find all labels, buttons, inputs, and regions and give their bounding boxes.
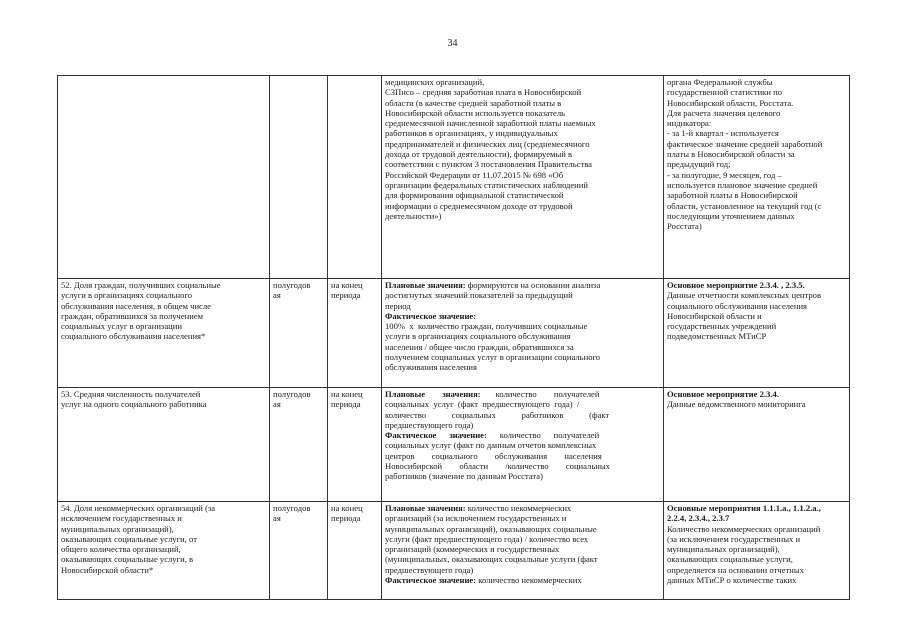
source-line: Новосибирской области и — [667, 310, 762, 321]
method-line: Новосибирской области используется показатель — [385, 107, 566, 118]
method-line: работников в организациях, у индивидуальных — [385, 128, 558, 139]
fact-text: населения / общее число граждан, обратившихся за — [385, 341, 574, 352]
fact-text: количество некоммерческих — [476, 575, 582, 586]
indicator-name-cell — [58, 502, 270, 600]
method-line: деятельности») — [385, 210, 442, 221]
source-line: (за исключением государственных и — [667, 533, 801, 544]
plan-label: Плановые значения: — [385, 389, 481, 399]
source-line: Новосибирской области, Росстата. — [667, 97, 794, 108]
indicator-name-line: 52. Доля граждан, получивших социальные — [61, 280, 221, 290]
source-text — [667, 389, 846, 410]
indicator-name-line: услуг на одного социального работника — [61, 399, 207, 410]
fact-text: услуги в организациях социального обслуживания — [385, 331, 571, 342]
plan-text: формируются на основании анализа — [465, 280, 601, 290]
plan-text: период — [385, 300, 411, 311]
periodicity-line: полугодов — [273, 280, 311, 290]
method-line: СЗПнсо – средняя заработная плата в Новосибирской — [385, 87, 582, 98]
indicator-name-line: 53. Средняя численность получателей — [61, 389, 201, 399]
activity-label: 2.2.4, 2.3.4., 2.3.7 — [667, 513, 730, 524]
page-number: 34 — [447, 38, 458, 49]
plan-text: организаций (коммерческих и государственных — [385, 544, 560, 555]
plan-text: (муниципальных, оказывающих социальные услуги (факт — [385, 554, 598, 565]
timing — [331, 389, 378, 410]
indicator-name — [61, 503, 266, 575]
timing-line: периода — [331, 399, 361, 410]
source-line: индикатора: — [667, 118, 712, 129]
method-text — [385, 503, 660, 585]
fact-text: работников (значение по данным Росстата) — [385, 471, 543, 482]
plan-text: количество социальных работников (факт — [385, 409, 610, 420]
method-text — [385, 280, 660, 373]
indicator-name-line: обслуживания населения, в общем числе — [61, 300, 211, 311]
source-line: Количество некоммерческих организаций — [667, 523, 821, 534]
method-line: для формирования официальной статистической — [385, 190, 564, 201]
periodicity-cell — [270, 388, 328, 502]
indicator-name-line: социального обслуживания населения* — [61, 331, 206, 342]
source-line: Росстата) — [667, 221, 702, 232]
indicator-name — [61, 280, 266, 342]
method-line: информации о среднемесячном доходе от трудовой — [385, 200, 573, 211]
source-line: государственной статистики по — [667, 87, 783, 98]
periodicity-line: ая — [273, 513, 281, 524]
indicator-name-cell — [58, 279, 270, 388]
timing-cell — [328, 279, 382, 388]
indicator-table — [57, 75, 850, 600]
plan-label: Плановые значения: — [385, 280, 466, 290]
timing-cell — [328, 502, 382, 600]
data-source-cell — [664, 76, 850, 279]
source-line: данных МТиСР о количестве таких — [667, 575, 797, 586]
data-source-cell — [664, 279, 850, 388]
source-line: заработной платы в Новосибирской — [667, 190, 798, 201]
activity-label: Основное мероприятие 2.3.4. , 2.3.5. — [667, 280, 805, 290]
indicator-name-line: исключением государственных и — [61, 513, 182, 524]
fact-text: 100% х количество граждан, получивших социальные — [385, 321, 588, 332]
plan-text: количество некоммерческих — [465, 503, 572, 513]
fact-label: Фактическое значение: — [385, 575, 477, 586]
source-line: фактическое значение средней заработной — [667, 138, 823, 149]
method-line: организации федеральных статистических наблюдений — [385, 179, 588, 190]
indicator-name-cell — [58, 388, 270, 502]
indicator-name-line: граждан, обратившихся за получением — [61, 310, 204, 321]
source-line: используется плановое значение средней — [667, 179, 818, 190]
timing-cell — [328, 76, 382, 279]
indicator-name — [61, 389, 266, 410]
method-line: области (в качестве средней заработной платы в — [385, 97, 562, 108]
method-line: Российской Федерации от 11.07.2015 № 698 «Об — [385, 169, 564, 180]
table-row — [58, 388, 850, 502]
source-line: платы в Новосибирской области за — [667, 149, 795, 160]
indicator-name-line: услуги в организациях социального — [61, 290, 193, 301]
periodicity — [273, 389, 324, 410]
periodicity-line: полугодов — [273, 503, 311, 513]
timing-line: на конец — [331, 389, 363, 399]
table-row — [58, 76, 850, 279]
periodicity-line: ая — [273, 399, 281, 410]
fact-text: центров социального обслуживания населения — [385, 450, 602, 461]
periodicity-line: ая — [273, 290, 281, 301]
data-source-cell — [664, 502, 850, 600]
method-line: медицинских организаций, — [385, 77, 485, 87]
plan-text: организаций (за исключением государственных и — [385, 513, 567, 524]
timing-line: периода — [331, 513, 361, 524]
source-line: - за полугодие, 9 месяцев, год – — [667, 169, 782, 180]
periodicity-line: полугодов — [273, 389, 311, 399]
indicator-name-line: Новосибирской области* — [61, 564, 154, 575]
method-line: дохода от трудовой деятельности), формируемый в — [385, 149, 573, 160]
activity-label: Основные мероприятия 1.1.1.а., 1.1.2.а., — [667, 503, 821, 513]
source-line: области, установленное на текущий год (с — [667, 200, 822, 211]
calculation-method-cell — [382, 388, 664, 502]
source-line: предыдущий год; — [667, 159, 731, 170]
plan-text: предшествующего года) — [385, 564, 474, 575]
fact-label: Фактическое значение: — [385, 430, 487, 441]
table-row — [58, 502, 850, 600]
method-line: соответствии с пунктом 3 постановления Правительства — [385, 159, 592, 170]
source-text — [667, 77, 846, 231]
indicator-name-line: оказывающих социальные услуги, в — [61, 554, 194, 565]
source-line: Данные отчетности комплексных центров — [667, 290, 821, 301]
indicator-name-line: социальных услуг в организации — [61, 321, 182, 332]
activity-label: Основное мероприятие 2.3.4. — [667, 389, 779, 399]
method-line: среднемесячной начисленной заработной платы наемных — [385, 118, 596, 129]
calculation-method-cell — [382, 502, 664, 600]
method-text — [385, 389, 660, 482]
source-line: социального обслуживания населения — [667, 300, 808, 311]
indicator-name-line: оказывающих социальные услуги, от — [61, 533, 197, 544]
source-line: подведомственных МТиСР — [667, 331, 767, 342]
timing — [331, 503, 378, 524]
data-source-cell — [664, 388, 850, 502]
plan-text: услуги (факт предшествующего года) / количество всех — [385, 533, 589, 544]
source-line: Данные ведомственного мониторинга — [667, 399, 806, 410]
timing-line: на конец — [331, 280, 363, 290]
indicator-name-cell — [58, 76, 270, 279]
timing-line: на конец — [331, 503, 363, 513]
plan-text: предшествующего года) — [385, 419, 474, 430]
table-row — [58, 279, 850, 388]
fact-text: количество получателей — [486, 430, 600, 441]
timing-line: периода — [331, 290, 361, 301]
source-line: государственных учреждений — [667, 321, 777, 332]
source-text — [667, 503, 846, 585]
periodicity-cell — [270, 279, 328, 388]
method-line: предпринимателей и физических лиц (среднемесячного — [385, 138, 590, 149]
plan-text: количество получателей — [480, 389, 600, 399]
fact-text: обслуживания населения — [385, 362, 477, 373]
plan-text: достигнутых значений показателей за предыдущий — [385, 290, 573, 301]
source-line: органа Федеральной службы — [667, 77, 773, 87]
source-line: определяется на основании отчетных — [667, 564, 804, 575]
source-line: последующим уточнением данных — [667, 210, 795, 221]
indicator-name-line: муниципальных организаций), — [61, 523, 174, 534]
fact-text: социальных услуг (факт по данным отчетов комплексных — [385, 440, 597, 451]
source-text — [667, 280, 846, 342]
source-line: Для расчета значения целевого — [667, 107, 781, 118]
timing-cell — [328, 388, 382, 502]
plan-text: муниципальных организаций), оказывающих социальные — [385, 523, 597, 534]
source-line: оказывающих социальные услуги, — [667, 554, 793, 565]
fact-label: Фактическое значение: — [385, 310, 477, 321]
calculation-method-cell — [382, 76, 664, 279]
calculation-method-cell — [382, 279, 664, 388]
source-line: - за 1-й квартал - используется — [667, 128, 779, 139]
method-text — [385, 77, 660, 221]
indicator-name-line: общего количества организаций, — [61, 544, 181, 555]
plan-label: Плановые значения: — [385, 503, 466, 513]
fact-text: получением социальных услуг в организации социального — [385, 352, 601, 363]
periodicity-cell — [270, 502, 328, 600]
source-line: муниципальных организаций), — [667, 544, 780, 555]
indicator-name-line: 54. Доля некоммерческих организаций (за — [61, 503, 216, 513]
periodicity — [273, 280, 324, 301]
plan-text: социальных услуг (факт предшествующего года) / — [385, 399, 580, 410]
timing — [331, 280, 378, 301]
periodicity — [273, 503, 324, 524]
periodicity-cell — [270, 76, 328, 279]
fact-text: Новосибирской области /количество социальных — [385, 461, 610, 472]
